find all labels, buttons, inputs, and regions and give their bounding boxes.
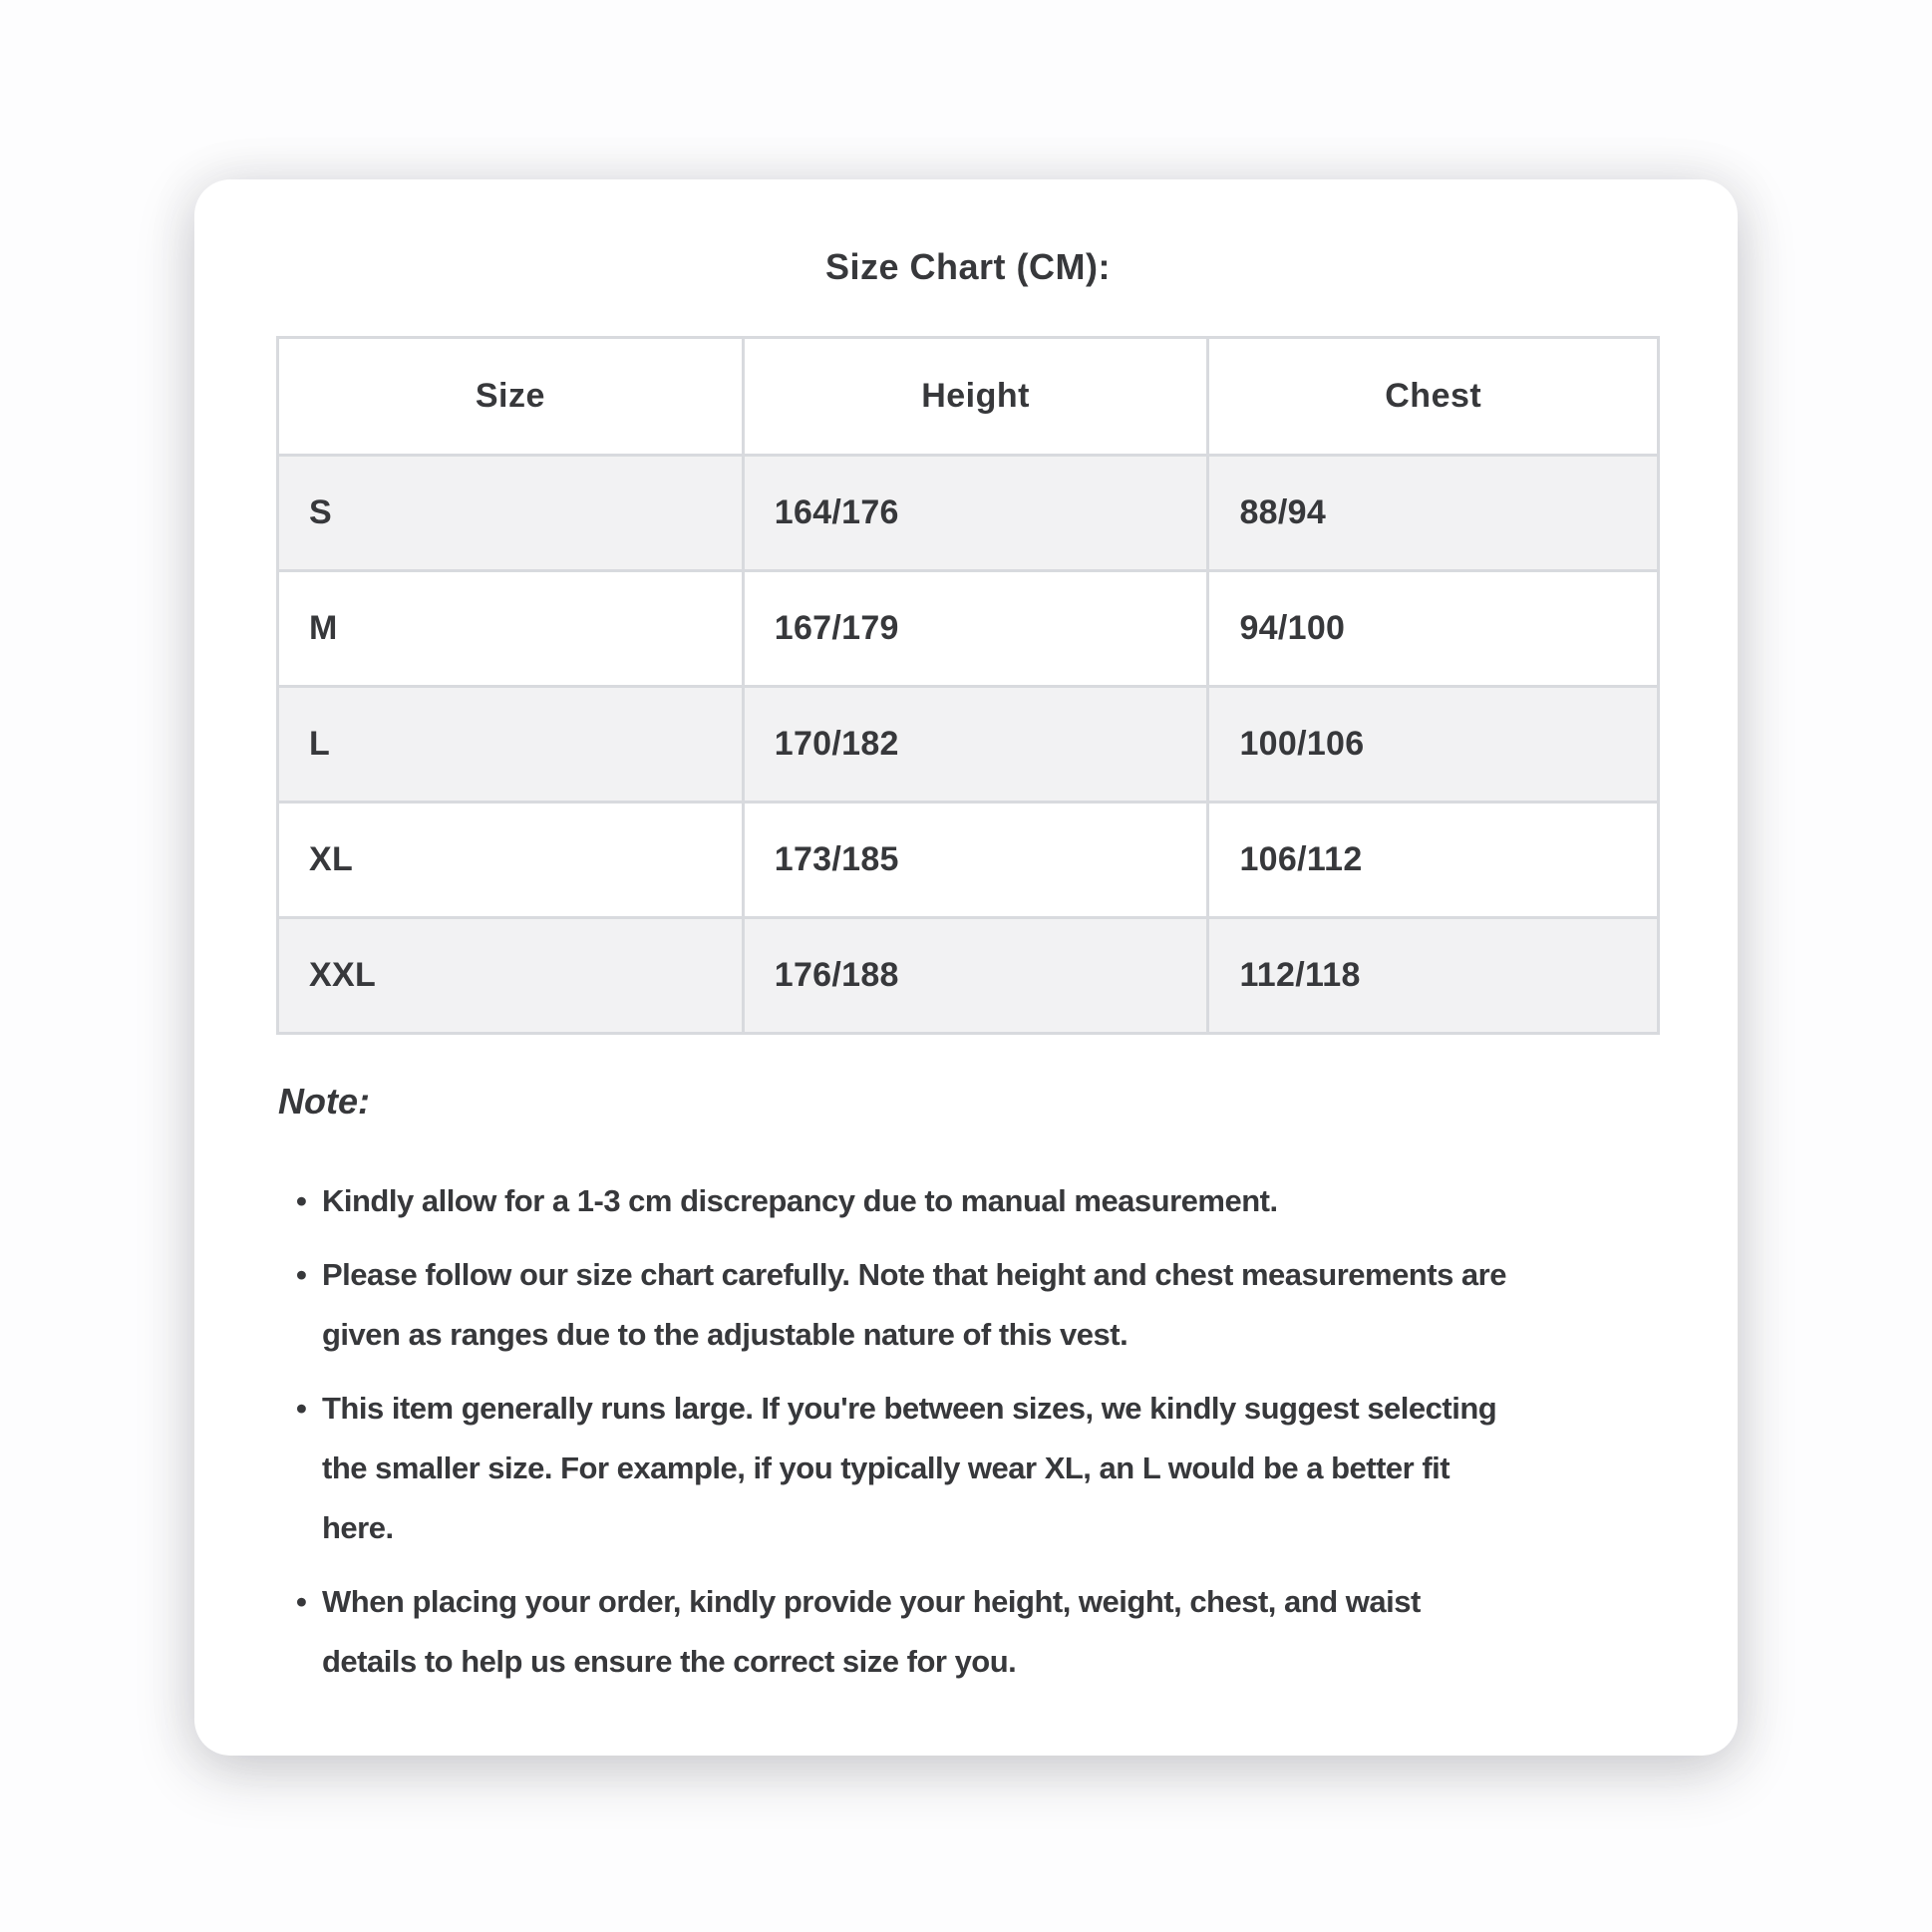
note-line: This item generally runs large. If you're between sizes, we kindly suggest selecting	[322, 1391, 1497, 1426]
note-list	[276, 1171, 1660, 1692]
note-item	[296, 1171, 1660, 1231]
bullet-icon: •	[296, 1183, 307, 1218]
note-item	[296, 1245, 1660, 1365]
table-row	[278, 571, 1659, 687]
note-item-text	[322, 1572, 1660, 1692]
cell-size: XXL	[278, 918, 744, 1034]
note-item	[296, 1379, 1660, 1558]
note-line: the smaller size. For example, if you typically wear XL, an L would be a better fit	[322, 1450, 1450, 1485]
cell-chest: 88/94	[1208, 456, 1659, 571]
cell-height: 176/188	[743, 918, 1208, 1034]
note-line: details to help us ensure the correct size for you.	[322, 1644, 1017, 1679]
note-line: given as ranges due to the adjustable nature of this vest.	[322, 1317, 1128, 1352]
note-line: here.	[322, 1510, 394, 1545]
cell-size: XL	[278, 803, 744, 918]
cell-height: 170/182	[743, 687, 1208, 803]
column-header-height: Height	[743, 338, 1208, 456]
table-row	[278, 456, 1659, 571]
note-label: Note:	[278, 1081, 370, 1122]
note-item-text	[322, 1245, 1660, 1365]
cell-chest: 94/100	[1208, 571, 1659, 687]
table-row	[278, 918, 1659, 1034]
note-line: Kindly allow for a 1-3 cm discrepancy due to manual measurement.	[322, 1183, 1278, 1218]
cell-height: 173/185	[743, 803, 1208, 918]
size-chart-title: Size Chart (CM):	[825, 246, 1111, 287]
size-chart-card	[194, 179, 1738, 1756]
bullet-icon: •	[296, 1391, 307, 1426]
table-row	[278, 803, 1659, 918]
note-item-text	[322, 1171, 1660, 1231]
cell-height: 167/179	[743, 571, 1208, 687]
cell-chest: 106/112	[1208, 803, 1659, 918]
cell-height: 164/176	[743, 456, 1208, 571]
cell-size: L	[278, 687, 744, 803]
cell-size: S	[278, 456, 744, 571]
note-line: Please follow our size chart carefully. Note that height and chest measurements are	[322, 1257, 1506, 1292]
bullet-icon: •	[296, 1584, 307, 1619]
column-header-chest: Chest	[1208, 338, 1659, 456]
cell-chest: 112/118	[1208, 918, 1659, 1034]
cell-chest: 100/106	[1208, 687, 1659, 803]
note-item	[296, 1572, 1660, 1692]
note-item-text	[322, 1379, 1660, 1558]
bullet-icon: •	[296, 1257, 307, 1292]
cell-size: M	[278, 571, 744, 687]
size-chart-table	[276, 336, 1660, 1035]
table-header-row	[278, 338, 1659, 456]
table-row	[278, 687, 1659, 803]
note-line: When placing your order, kindly provide your height, weight, chest, and waist	[322, 1584, 1421, 1619]
column-header-size: Size	[278, 338, 744, 456]
